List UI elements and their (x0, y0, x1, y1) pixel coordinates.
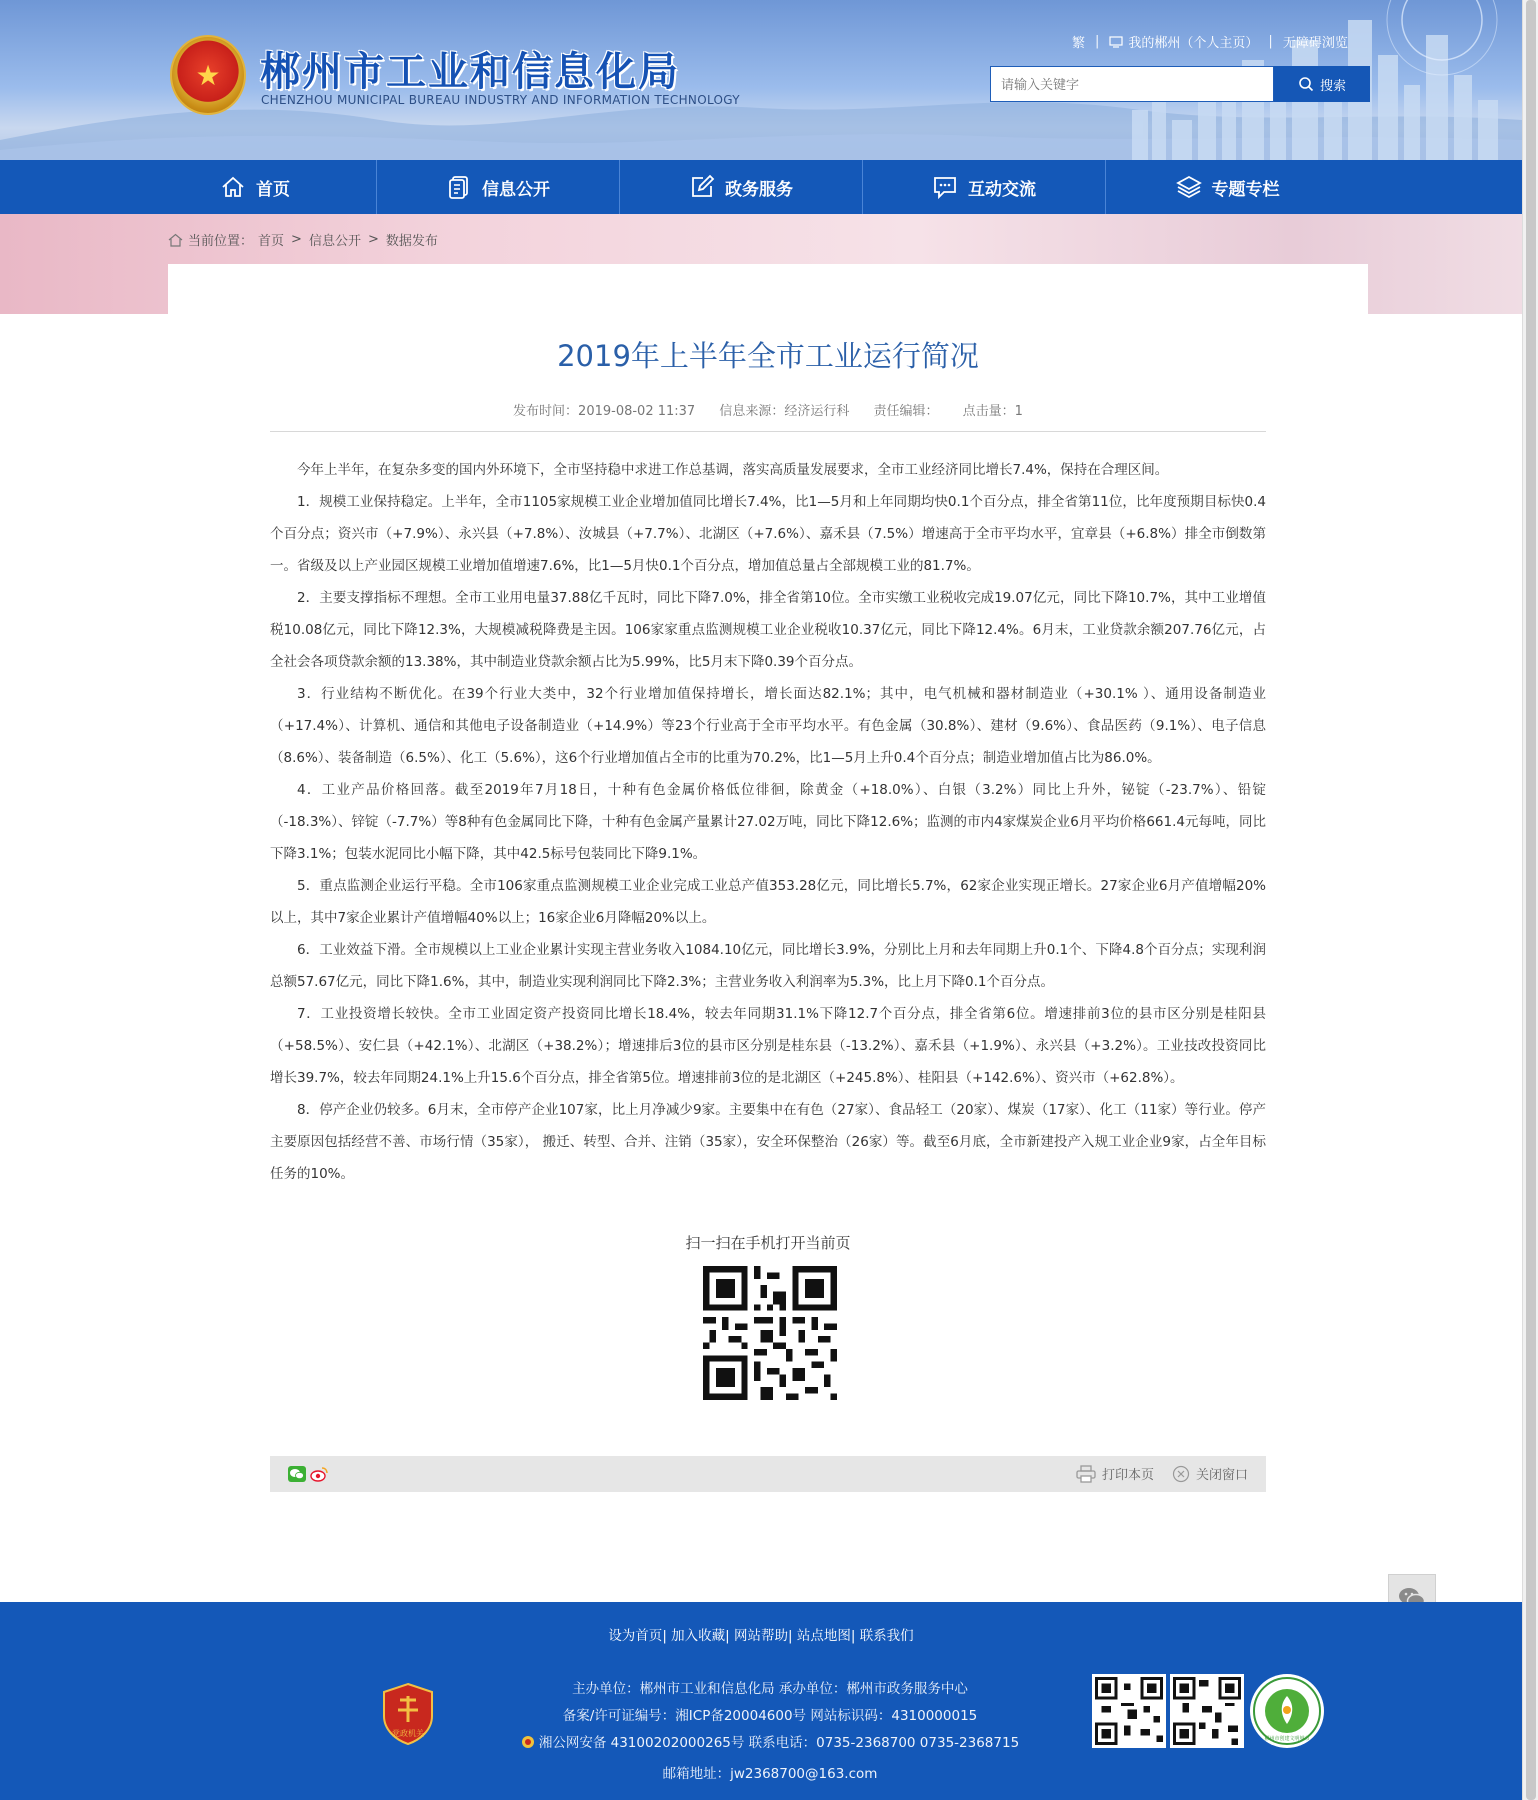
chat-icon (932, 174, 958, 200)
layers-icon (1176, 174, 1202, 200)
close-window-button[interactable] (1172, 1464, 1248, 1483)
footer-link-sitemap[interactable]: 站点地图 (796, 1628, 851, 1644)
link-separator: | (1268, 34, 1273, 49)
printer-icon (1076, 1465, 1096, 1483)
search-icon (1298, 76, 1314, 92)
party-gov-badge-logo[interactable] (380, 1682, 436, 1746)
article-paragraph: 4．工业产品价格回落。截至2019年7月18日，十种有色金属价格低位徘徊，除黄金（+18.0%）、白银（3.2%）同比上升外，铋锭（-23.7%）、铅锭（-18.3%）、锌锭（-7.7%）等8种有色金属同比下降，十种有色金属产量累计27.02万吨，同比下降12.6%；监测的市内4家煤炭企业6月平均价格661.4元每吨，同比下降3.1%；包装水泥同比小幅下降，其中42.5标号包装同比下降9.1%。 (270, 782, 1266, 862)
article-paragraph: 1．规模工业保持稳定。上半年，全市1105家规模工业企业增加值同比增长7.4%，比1—5月和上年同期均快0.1个百分点，排全省第11位，比年度预期目标快0.4个百分点；资兴市（+7.9%）、永兴县（+7.8%）、汝城县（+7.7%）、北湖区（+7.6%）、嘉禾县（7.5%）增速高于全市平均水平，宜章县（+6.8%）排全市倒数第一。省级及以上产业园区规模工业增加值增速7.6%，比1—5月快0.1个百分点，增加值总量占全部规模工业的81.7%。 (270, 494, 1266, 574)
badge-text: 党政机关 (392, 1729, 424, 1738)
edit-icon (689, 174, 715, 200)
footer-link-set-homepage[interactable]: 设为首页 (608, 1628, 663, 1644)
nav-label: 首页 (256, 179, 290, 200)
traditional-chinese-link[interactable]: 繁 (1072, 36, 1086, 51)
close-label: 关闭窗口 (1195, 1468, 1248, 1483)
breadcrumb-separator: > (367, 232, 379, 247)
breadcrumb-separator: > (291, 232, 302, 247)
footer-links: 设为首页| 加入收藏| 网站帮助| 站点地图| 联系我们 (608, 1628, 914, 1644)
site-subtitle: CHENZHOU MUNICIPAL BUREAU INDUSTRY AND INFORMATION TECHNOLOGY (261, 93, 740, 107)
article-actions (1076, 1464, 1248, 1483)
share-buttons (288, 1466, 328, 1482)
site-footer (0, 1602, 1522, 1800)
article-paragraph: 5．重点监测企业运行平稳。全市106家重点监测规模工业企业完成工业总产值353.28亿元，同比增长5.7%，62家企业实现正增长。27家企业6月产值增幅20%以上，其中7家企业累计产值增幅40%以上；16家企业6月降幅20%以上。 (270, 878, 1266, 926)
weibo-share-icon[interactable] (310, 1466, 328, 1482)
article-body (270, 454, 1266, 1190)
article-card (168, 264, 1368, 1483)
page-scrollbar[interactable] (1522, 0, 1538, 1800)
info-source: 信息来源：经济运行科 (719, 404, 850, 419)
nav-item-home[interactable] (134, 160, 377, 214)
link-separator: | (1095, 34, 1100, 49)
national-emblem-logo: ★ (170, 35, 246, 115)
civilized-city-text: 郴州市创建文明城市 (1264, 1736, 1310, 1742)
document-icon (446, 174, 472, 200)
nav-item-special-topics[interactable] (1106, 160, 1349, 214)
meta-divider (270, 431, 1266, 432)
nav-label: 信息公开 (482, 179, 550, 200)
page-qr-code (703, 1266, 837, 1400)
breadcrumb-item-info[interactable]: 信息公开 (308, 234, 361, 249)
responsible-editor: 责任编辑： (873, 404, 939, 419)
nav-item-gov-services[interactable] (620, 160, 863, 214)
publish-time: 发布时间：2019-08-02 11:37 (513, 404, 696, 419)
breadcrumb (168, 230, 438, 249)
main-nav (0, 160, 1522, 214)
breadcrumb-item-data[interactable]: 数据发布 (385, 234, 438, 249)
article-toolbar (270, 1456, 1266, 1492)
search-button-label: 搜索 (1319, 77, 1346, 93)
accessible-browse-link[interactable]: 无障碍浏览 (1282, 36, 1348, 51)
footer-qr-code-2 (1170, 1674, 1244, 1748)
footer-police-info (470, 1731, 1070, 1751)
police-text: 湘公网安备 43100202000265号 联系电话：0735-2368700 0735-2368715 (538, 1735, 1020, 1751)
article-title: 2019年上半年全市工业运行简况 (557, 339, 979, 373)
article-paragraph: 8．停产企业仍较多。6月末，全市停产企业107家，比上月净减少9家。主要集中在有色（27家）、食品轻工（20家）、煤炭（17家）、化工（11家）等行业。停产主要原因包括经营不善、市场行情（35家）， 搬迁、转型、合并、注销（35家），安全环保整治（26家）等。截至6月底，全市新建投产入规工业企业9家，占全年目标任务的10%。 (270, 1102, 1266, 1182)
footer-icp-info: 备案/许可证编号：湘ICP备20004600号 网站标识码：4310000015 (562, 1708, 978, 1724)
monitor-icon (1109, 36, 1123, 48)
footer-host-info: 主办单位：郴州市工业和信息化局 承办单位：郴州市政务服务中心 (572, 1681, 968, 1697)
home-icon (220, 174, 246, 200)
footer-link-add-favorite[interactable]: 加入收藏 (671, 1628, 726, 1644)
article-paragraph: 7．工业投资增长较快。全市工业固定资产投资同比增长18.4%，较去年同期31.1%下降12.7个百分点，排全省第6位。增速排前3位的县市区分别是桂阳县（+58.5%）、安仁县（+42.1%）、北湖区（+38.2%）；增速排后3位的县市区分别是桂东县（-13.2%）、嘉禾县（+1.9%）、永兴县（+3.2%）。工业技改投资同比增长39.7%，较去年同期24.1%上升15.6个百分点，排全省第5位。增速排前3位的是北湖区（+245.8%）、桂阳县（+142.6%）、资兴市（+62.8%）。 (270, 1006, 1266, 1086)
search-box (990, 66, 1370, 102)
print-label: 打印本页 (1101, 1468, 1154, 1483)
article-paragraph: 今年上半年，在复杂多变的国内外环境下，全市坚持稳中求进工作总基调，落实高质量发展要求，全市工业经济同比增长7.4%，保持在合理区间。 (297, 462, 1169, 478)
nav-label: 专题专栏 (1211, 179, 1280, 200)
article-paragraph: 6．工业效益下滑。全市规模以上工业企业累计实现主营业务收入1084.10亿元，同比增长3.9%，分别比上月和去年同期上升0.1个、下降4.8个百分点；实现利润总额57.67亿元，同比下降1.6%，其中，制造业实现利润同比下降2.3%；主营业务收入利润率为5.3%，比上月下降0.1个百分点。 (270, 942, 1266, 990)
scrollbar-thumb[interactable] (1526, 0, 1536, 1800)
footer-email: 邮箱地址：jw2368700@163.com (662, 1766, 878, 1782)
nav-item-info-disclosure[interactable] (377, 160, 620, 214)
print-button[interactable] (1076, 1464, 1154, 1483)
view-count: 点击量：1 (962, 404, 1023, 419)
my-chenzhou-link[interactable] (1109, 32, 1258, 51)
article-paragraph: 3．行业结构不断优化。在39个行业大类中，32个行业增加值保持增长，增长面达82.1%；其中，电气机械和器材制造业（+30.1% ）、通用设备制造业（+17.4%）、计算机、通信和其他电子设备制造业（+14.9%）等23个行业高于全市平均水平。有色金属（30.8%）、建材（9.6%）、食品医药（9.1%）、电子信息（8.6%）、装备制造（6.5%）、化工（5.6%），这6个行业增加值占全市的比重为70.2%，比1—5月上升0.4个百分点；制造业增加值占比为86.0%。 (270, 686, 1266, 766)
wechat-share-icon[interactable] (288, 1466, 306, 1482)
breadcrumb-prefix: 当前位置： (188, 234, 254, 249)
site-title: 郴州市工业和信息化局 (260, 49, 680, 95)
nav-label: 政务服务 (725, 179, 793, 200)
search-button[interactable] (1274, 66, 1370, 102)
article-meta (168, 400, 1368, 419)
article-paragraph: 2．主要支撑指标不理想。全市工业用电量37.88亿千瓦时，同比下降7.0%，排全省第10位。全市实缴工业税收完成19.07亿元，同比下降10.7%，其中工业增值税10.08亿元，同比下降12.3%，大规模减税降费是主因。106家家重点监测规模工业企业税收10.37亿元，同比下降12.4%。6月末，工业贷款余额207.76亿元，占全社会各项贷款余额的13.38%，其中制造业贷款余额占比为5.99%，比5月末下降0.39个百分点。 (270, 590, 1266, 670)
search-input[interactable] (990, 66, 1274, 102)
breadcrumb-item-home[interactable]: 首页 (258, 234, 285, 249)
civilized-city-logo (1252, 1676, 1322, 1746)
police-badge-icon (521, 1735, 535, 1749)
my-chenzhou-label: 我的郴州（个人主页） (1128, 36, 1259, 51)
home-outline-icon (168, 233, 183, 247)
footer-link-help[interactable]: 网站帮助 (734, 1628, 788, 1644)
footer-qr-code-1 (1092, 1674, 1166, 1748)
nav-label: 互动交流 (968, 179, 1036, 200)
top-links (1072, 32, 1348, 51)
nav-item-interaction[interactable] (863, 160, 1106, 214)
footer-link-contact[interactable]: 联系我们 (859, 1628, 914, 1644)
qr-label: 扫一扫在手机打开当前页 (685, 1234, 851, 1252)
civilized-city-badge[interactable] (1250, 1674, 1324, 1748)
close-circle-icon (1172, 1465, 1190, 1483)
